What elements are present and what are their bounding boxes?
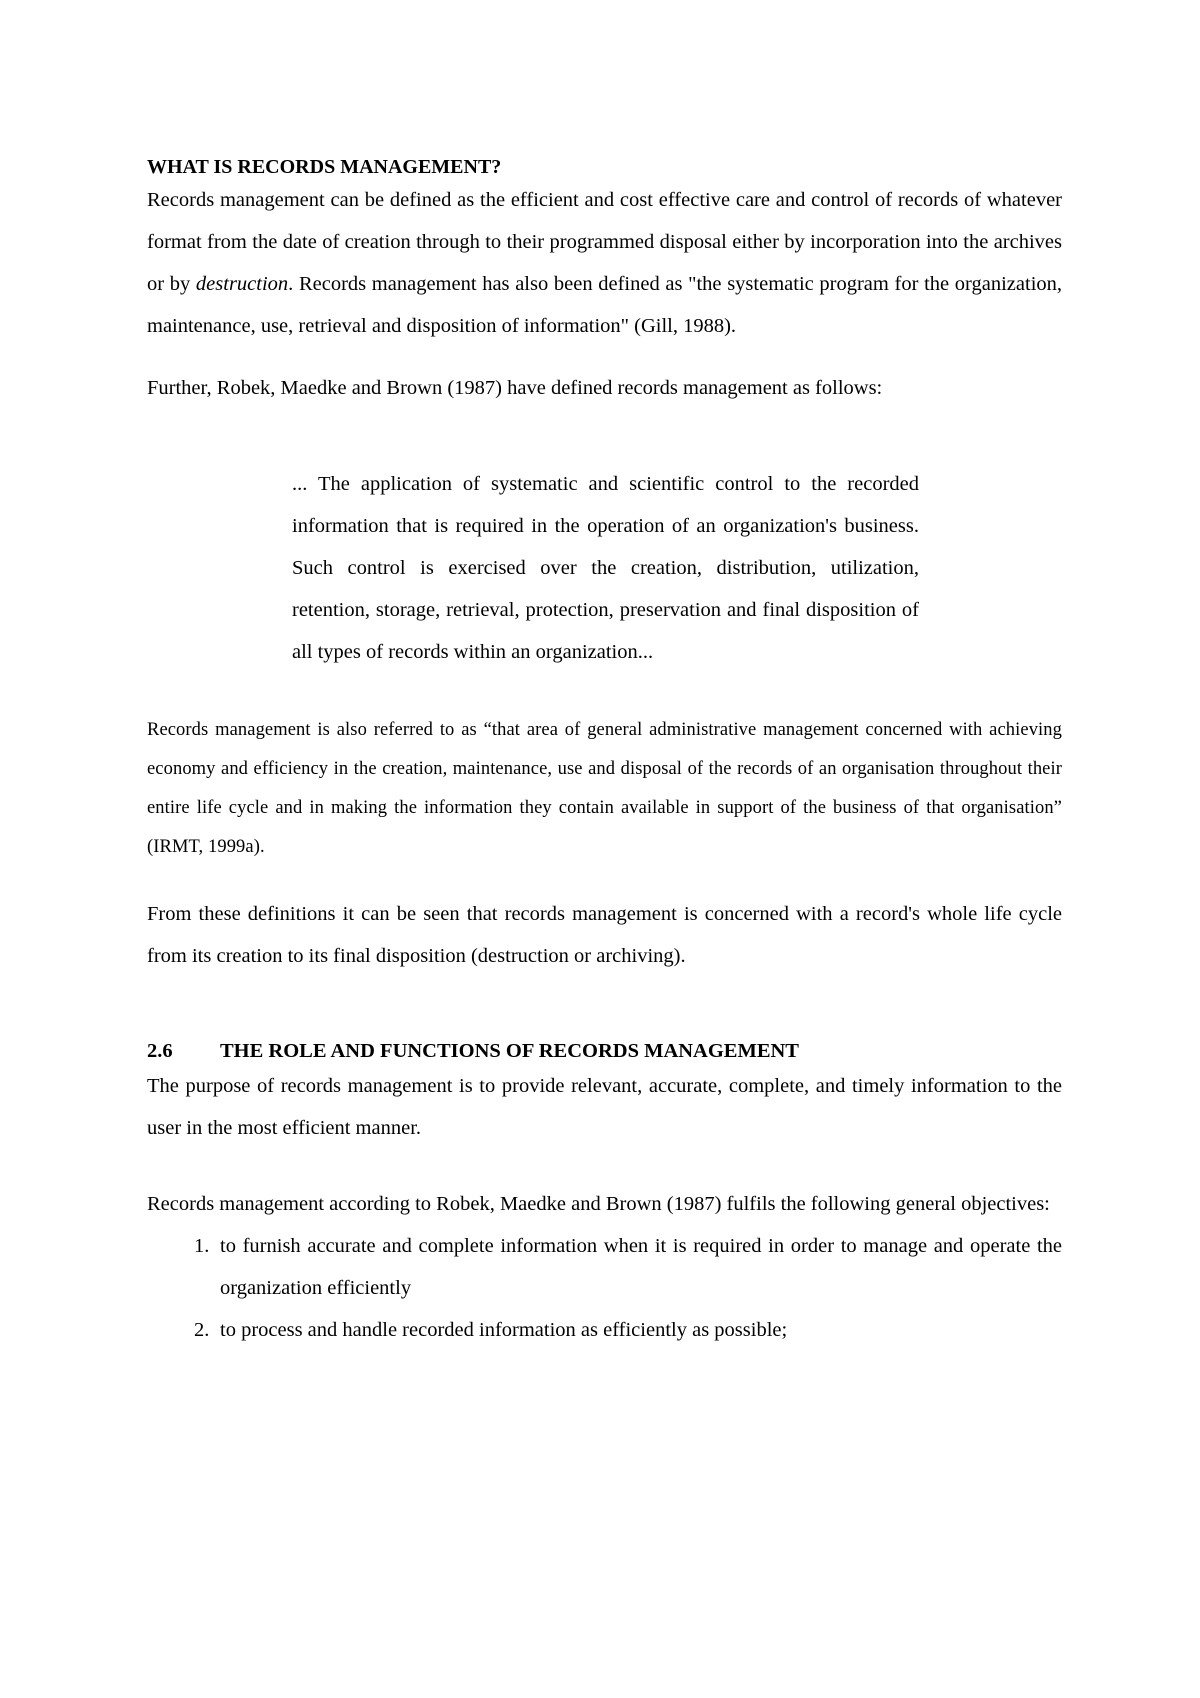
list-item-text: to furnish accurate and complete information when it is required in order to manage and operate the organization efficiently xyxy=(220,1235,1062,1299)
list-item-number: 1. xyxy=(194,1235,210,1257)
definition-paragraph xyxy=(147,179,1062,347)
robek-intro-paragraph: Further, Robek, Maedke and Brown (1987) have defined records management as follows: xyxy=(147,377,883,399)
list-item-number: 2. xyxy=(194,1319,210,1341)
objectives-list xyxy=(147,1225,1062,1351)
section-title: THE ROLE AND FUNCTIONS OF RECORDS MANAGEMENT xyxy=(220,1040,799,1062)
definition-text-end: . Records management has also been defined as "the systematic program for the organization, maintenance, use, retrieval and disposition of information" (Gill, 1988). xyxy=(147,273,1063,337)
document-page xyxy=(147,155,1062,1351)
life-cycle-paragraph: From these definitions it can be seen that records management is concerned with a record's whole life cycle from its creation to its final disposition (destruction or archiving). xyxy=(147,903,1062,967)
page-heading: WHAT IS RECORDS MANAGEMENT? xyxy=(147,156,502,178)
block-quote: ... The application of systematic and scientific control to the recorded information that is required in the operation of an organization's business. Such control is exercised over the creation, distribution, utilization, retention, storage, retrieval, protection, preservation and final disposition of all types of records within an organization... xyxy=(292,473,919,663)
list-item xyxy=(147,1309,1062,1351)
section-number: 2.6 xyxy=(147,1040,173,1062)
purpose-paragraph: The purpose of records management is to provide relevant, accurate, complete, and timely information to the user in the most efficient manner. xyxy=(147,1075,1062,1139)
section-heading xyxy=(147,1037,1062,1065)
definition-text-start: Records management can be defined as the efficient and cost effective care and control of records of whatever format from the date of creation through to their programmed disposal either by incorporation into the archives or by xyxy=(147,189,1062,295)
definition-italic-word: destruction xyxy=(195,273,289,295)
list-item-text: to process and handle recorded information as efficiently as possible; xyxy=(220,1319,788,1341)
objectives-intro-paragraph: Records management according to Robek, Maedke and Brown (1987) fulfils the following general objectives: xyxy=(147,1193,1050,1215)
irmt-paragraph: Records management is also referred to as “that area of general administrative management concerned with achieving economy and efficiency in the creation, maintenance, use and disposal of the records of an organisation throughout their entire life cycle and in making the information they contain available in support of the business of that organisation” (IRMT, 1999a). xyxy=(147,720,1062,857)
list-item xyxy=(147,1225,1062,1309)
